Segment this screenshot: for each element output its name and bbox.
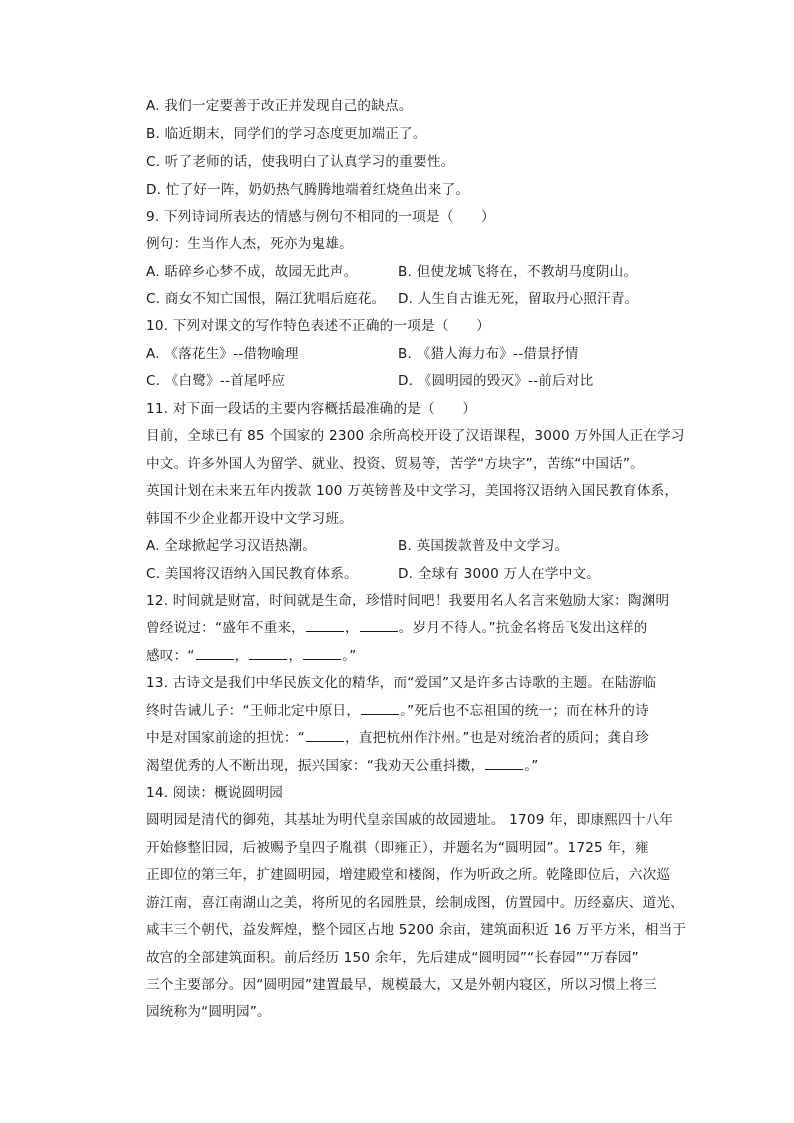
q9-option-c: C. 商女不知亡国恨，隔江犹唱后庭花。 [146, 291, 386, 307]
q14-passage-line-3: 正即位的第三年，扩建圆明园，增建殿堂和楼阁，作为听政之所。乾隆即位后，六次巡 [146, 867, 671, 883]
q11-passage-line-1: 目前，全球已有 85 个国家的 2300 余所高校开设了汉语课程，3000 万外国人正在学习 [146, 428, 685, 444]
q13-line-1: 13. 古诗文是我们中华民族文化的精华，而“爱国”又是许多古诗歌的主题。在陆游临 [146, 675, 657, 691]
q13-line-2 [146, 701, 649, 721]
q8-option-b: B. 临近期末，同学们的学习态度更加端正了。 [146, 126, 427, 142]
q8-option-c: C. 听了老师的话，使我明白了认真学习的重要性。 [146, 154, 455, 170]
answer-blank[interactable] [361, 701, 399, 715]
q14-stem: 14. 阅读：概说圆明园 [146, 785, 284, 801]
q14-passage-line-8: 园统称为“圆明园”。 [146, 1004, 271, 1020]
q12-line-2-text-b: ， [344, 620, 359, 636]
q11-passage-line-2: 中文。许多外国人为留学、就业、投资、贸易等，苦学“方块字”，苦练“中国话”。 [146, 456, 644, 472]
q10-option-b: B. 《猎人海力布》--借景抒情 [398, 346, 579, 362]
q12-line-3 [146, 646, 356, 666]
q11-option-c: C. 美国将汉语纳入国民教育体系。 [146, 566, 358, 582]
q14-passage-line-7: 三个主要部分。因“圆明园”建置最早，规模最大，又是外朝内寝区，所以习惯上将三 [146, 977, 658, 993]
q11-stem: 11. 对下面一段话的主要内容概括最准确的是（ ） [146, 401, 477, 417]
q9-option-b: B. 但使龙城飞将在，不教胡马度阴山。 [398, 264, 638, 280]
q9-example: 例句：生当作人杰，死亦为鬼雄。 [146, 236, 353, 252]
answer-blank[interactable] [196, 646, 234, 660]
q12-line-3-text-c: ， [288, 648, 303, 664]
q13-line-4-text-b: 。” [524, 758, 539, 774]
answer-blank[interactable] [303, 646, 341, 660]
q13-line-2-text-a: 终时告诫儿子：“王师北定中原日， [146, 703, 361, 719]
q11-option-a: A. 全球掀起学习汉语热潮。 [146, 538, 317, 554]
q12-line-2-text-a: 曾经说过：“盛年不重来， [146, 620, 305, 636]
q8-option-a: A. 我们一定要善于改正并发现自己的缺点。 [146, 98, 413, 114]
answer-blank[interactable] [360, 618, 398, 632]
q13-line-3 [146, 728, 649, 748]
q10-option-a: A. 《落花生》--借物喻理 [146, 346, 299, 362]
q11-passage-line-3: 英国计划在未来五年内拨款 100 万英镑普及中文学习，美国将汉语纳入国民教育体系， [146, 483, 679, 499]
q14-passage-line-1: 圆明园是清代的御苑，其基址为明代皇亲国戚的故园遗址。 1709 年，即康熙四十八年 [146, 812, 674, 828]
q14-passage-line-5: 咸丰三个朝代，益发辉煌，整个园区占地 5200 余亩，建筑面积近 16 万平方米，相当于 [146, 922, 687, 938]
q9-stem: 9. 下列诗词所表达的情感与例句不相同的一项是（ ） [146, 209, 495, 225]
q14-passage-line-2: 开始修整旧园，后被赐予皇四子胤祺（即雍正），并题名为“圆明园”。1725 年，雍 [146, 840, 649, 856]
q13-line-3-text-b: ，直把杭州作汴州。”也是对统治者的质问；龚自珍 [344, 730, 649, 746]
q11-passage-line-4: 韩国不少企业都开设中文学习班。 [146, 511, 353, 527]
q12-line-1: 12. 时间就是财富，时间就是生命，珍惜时间吧！我要用名人名言来勉励大家：陶渊明 [146, 593, 670, 609]
q8-option-d: D. 忙了好一阵，奶奶热气腾腾地端着红烧鱼出来了。 [146, 182, 470, 198]
q10-option-c: C. 《白鹭》--首尾呼应 [146, 373, 286, 389]
answer-blank[interactable] [485, 756, 523, 770]
answer-blank[interactable] [306, 728, 344, 742]
q14-passage-line-4: 游江南，喜江南湖山之美，将所见的名园胜景，绘制成图，仿置园中。历经嘉庆、道光、 [146, 895, 684, 911]
q12-line-3-text-d: 。” [342, 648, 357, 664]
q11-option-d: D. 全球有 3000 万人在学中文。 [398, 566, 601, 582]
q12-line-2-text-c: 。岁月不待人。”抗金名将岳飞发出这样的 [398, 620, 648, 636]
q13-line-3-text-a: 中是对国家前途的担忧：“ [146, 730, 305, 746]
q12-line-3-text-b: ， [234, 648, 249, 664]
q9-option-a: A. 聒碎乡心梦不成，故园无此声。 [146, 264, 358, 280]
q12-line-2 [146, 618, 648, 638]
q13-line-4-text-a: 渴望优秀的人不断出现，振兴国家：“我劝天公重抖擞， [146, 758, 485, 774]
q12-line-3-text-a: 感叹：“ [146, 648, 195, 664]
q11-option-b: B. 英国拨款普及中文学习。 [398, 538, 569, 554]
answer-blank[interactable] [306, 618, 344, 632]
q10-option-d: D. 《圆明园的毁灭》--前后对比 [398, 373, 594, 389]
q9-option-d: D. 人生自古谁无死，留取丹心照汗青。 [398, 291, 639, 307]
q13-line-2-text-b: 。”死后也不忘祖国的统一；而在林升的诗 [400, 703, 649, 719]
q14-passage-line-6: 故宫的全部建筑面积。前后经历 150 余年，先后建成“圆明园”“长春园”“万春园” [146, 950, 639, 966]
q10-stem: 10. 下列对课文的写作特色表述不正确的一项是（ ） [146, 318, 490, 334]
answer-blank[interactable] [249, 646, 287, 660]
q13-line-4 [146, 756, 539, 776]
